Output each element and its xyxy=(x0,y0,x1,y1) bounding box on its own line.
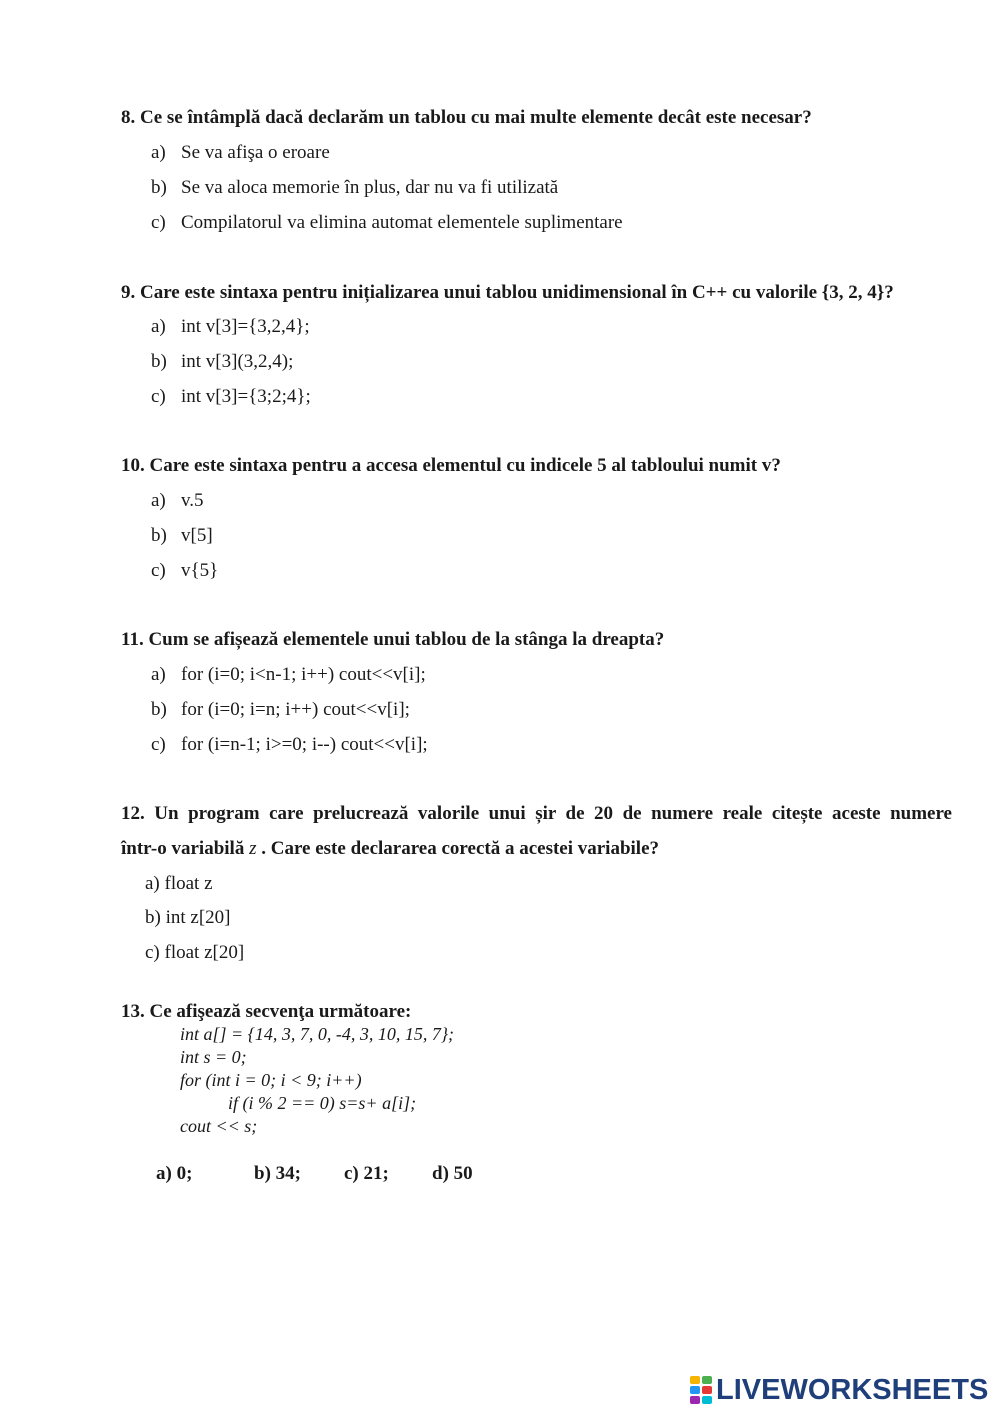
logo-mark-square xyxy=(690,1386,700,1394)
option-8b[interactable] xyxy=(151,177,558,199)
option-text: for (i=n-1; i>=0; i--) cout<<v[i]; xyxy=(181,734,428,755)
logo-mark-square xyxy=(690,1396,700,1404)
option-text: v.5 xyxy=(181,490,204,511)
logo-mark-icon xyxy=(690,1376,712,1404)
answer-13d[interactable]: d) 50 xyxy=(432,1163,473,1184)
option-12a[interactable]: a) float z xyxy=(145,873,213,894)
code-line-2: int s = 0; xyxy=(180,1047,247,1067)
option-letter: b) xyxy=(151,525,167,546)
code-line-5: cout << s; xyxy=(180,1116,258,1136)
question-12-text: într-o variabilă xyxy=(121,838,250,859)
option-letter: a) xyxy=(151,490,166,511)
variable-z: z xyxy=(249,838,257,859)
option-9b[interactable] xyxy=(151,351,293,373)
option-text: v{5} xyxy=(181,560,219,581)
option-text: int v[3](3,2,4); xyxy=(181,351,294,372)
question-10: 10. Care este sintaxa pentru a accesa elementul cu indicele 5 al tabloului numit v? xyxy=(121,455,781,476)
option-9a[interactable] xyxy=(151,316,310,338)
option-9c[interactable] xyxy=(151,386,311,408)
option-text: Compilatorul va elimina automat elementele suplimentare xyxy=(181,212,623,233)
logo-mark-square xyxy=(702,1386,712,1394)
question-13: 13. Ce afişează secvenţa următoare: xyxy=(121,1001,412,1022)
option-letter: a) xyxy=(151,664,166,685)
option-text: Se va afişa o eroare xyxy=(181,142,330,163)
option-text: v[5] xyxy=(181,525,213,546)
option-letter: b) xyxy=(151,699,167,720)
option-text: int v[3]={3;2;4}; xyxy=(181,386,311,407)
logo-mark-square xyxy=(690,1376,700,1384)
question-11: 11. Cum se afișează elementele unui tablou de la stânga la dreapta? xyxy=(121,629,665,650)
question-9: 9. Care este sintaxa pentru inițializarea unui tablou unidimensional în C++ cu valorile {3, 2, 4}? xyxy=(121,282,894,303)
code-line-4: if (i % 2 == 0) s=s+ a[i]; xyxy=(228,1093,417,1113)
question-8: 8. Ce se întâmplă dacă declarăm un tablou cu mai multe elemente decât este necesar? xyxy=(121,107,812,128)
question-12-line-1: 12. Un program care prelucrează valorile unui șir de 20 de numere reale citește aceste numere xyxy=(121,803,952,824)
question-12-line-2 xyxy=(121,838,659,860)
answer-13a[interactable]: a) 0; xyxy=(156,1163,193,1184)
option-12b[interactable]: b) int z[20] xyxy=(145,907,231,928)
option-11a[interactable] xyxy=(151,664,426,686)
option-letter: c) xyxy=(151,386,166,407)
logo-mark-square xyxy=(702,1376,712,1384)
logo-text: LIVEWORKSHEETS xyxy=(716,1373,989,1406)
option-letter: a) xyxy=(151,142,166,163)
question-12-text-end: . Care este declararea corectă a acestei variabile? xyxy=(256,838,660,859)
option-8c[interactable] xyxy=(151,212,623,234)
option-11b[interactable] xyxy=(151,699,410,721)
option-letter: a) xyxy=(151,316,166,337)
answer-13b[interactable]: b) 34; xyxy=(254,1163,301,1184)
option-12c[interactable]: c) float z[20] xyxy=(145,942,245,963)
code-line-1: int a[] = {14, 3, 7, 0, -4, 3, 10, 15, 7}; xyxy=(180,1024,455,1044)
option-10b[interactable] xyxy=(151,525,213,547)
option-letter: c) xyxy=(151,212,166,233)
option-text: for (i=0; i=n; i++) cout<<v[i]; xyxy=(181,699,410,720)
option-letter: b) xyxy=(151,177,167,198)
answer-13c[interactable]: c) 21; xyxy=(344,1163,389,1184)
option-8a[interactable] xyxy=(151,142,330,164)
option-10a[interactable] xyxy=(151,490,204,512)
option-text: for (i=0; i<n-1; i++) cout<<v[i]; xyxy=(181,664,426,685)
option-text: int v[3]={3,2,4}; xyxy=(181,316,310,337)
option-11c[interactable] xyxy=(151,734,428,756)
option-letter: b) xyxy=(151,351,167,372)
liveworksheets-logo xyxy=(690,1374,988,1406)
option-letter: c) xyxy=(151,734,166,755)
option-text: Se va aloca memorie în plus, dar nu va fi utilizată xyxy=(181,177,559,198)
option-letter: c) xyxy=(151,560,166,581)
logo-mark-square xyxy=(702,1396,712,1404)
option-10c[interactable] xyxy=(151,560,218,582)
code-line-3: for (int i = 0; i < 9; i++) xyxy=(180,1070,362,1090)
